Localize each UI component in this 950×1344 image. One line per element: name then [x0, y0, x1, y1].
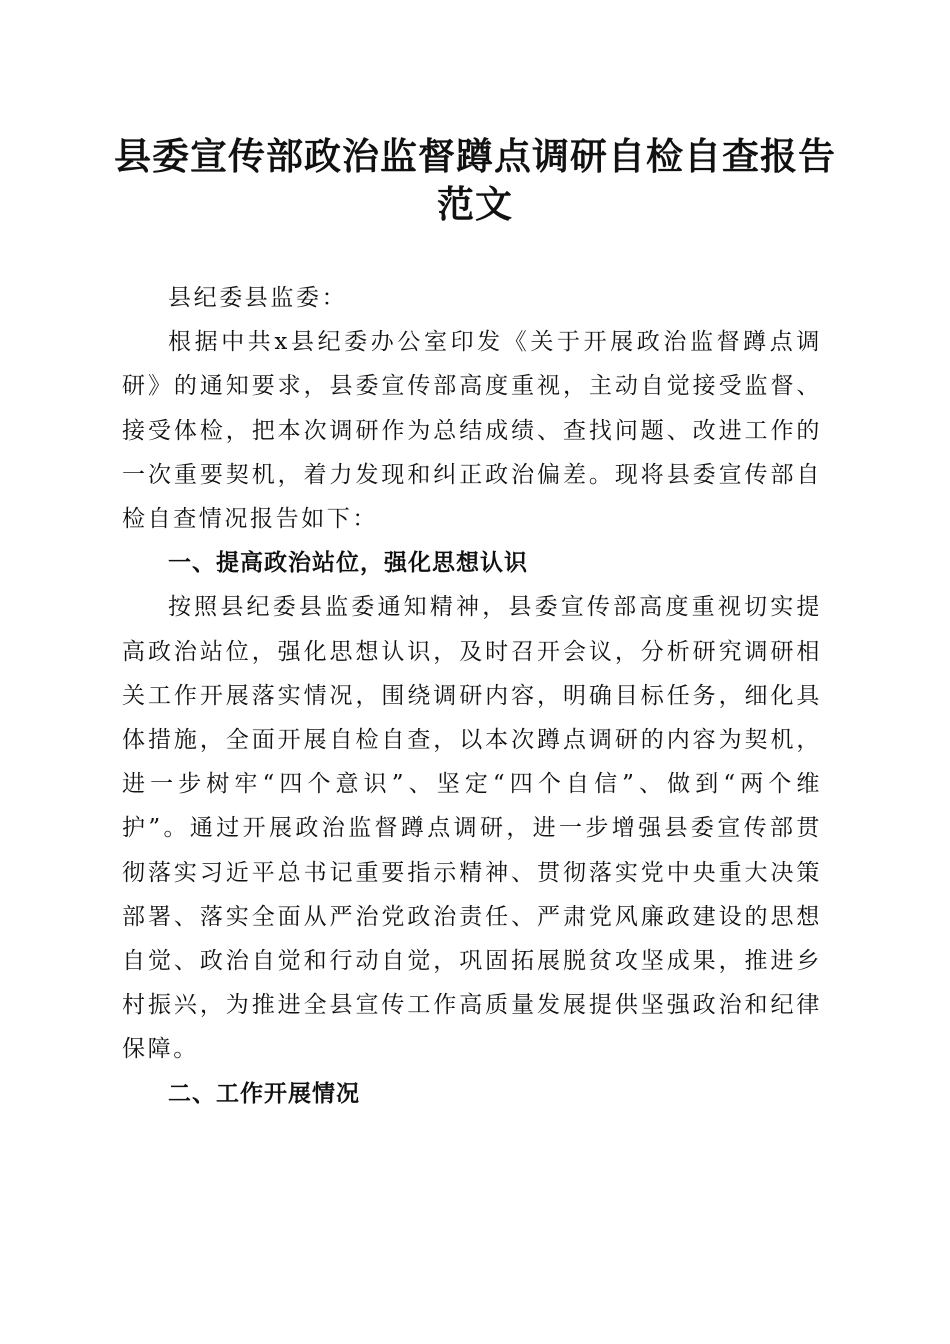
- section-heading-2: 二、工作开展情况: [168, 1080, 360, 1107]
- salutation: 县纪委县监委：: [168, 285, 348, 311]
- document-body: [122, 276, 822, 1116]
- intro-paragraph: 根据中共x县纪委办公室印发《关于开展政治监督蹲点调研》的通知要求，县委宣传部高度重视，主动自觉接受监督、接受体检，把本次调研作为总结成绩、查找问题、改进工作的一次重要契机，着力发现和纠正政治偏差。现将县委宣传部自检自查情况报告如下：: [122, 329, 822, 533]
- section-heading-1: 一、提高政治站位，强化思想认识: [168, 550, 528, 577]
- document-title: 县委宣传部政治监督蹲点调研自检自查报告范文: [114, 134, 836, 226]
- section-1-paragraph: 按照县纪委县监委通知精神，县委宣传部高度重视切实提高政治站位，强化思想认识，及时召开会议，分析研究调研相关工作开展落实情况，围绕调研内容，明确目标任务，细化具体措施，全面开展自检自查，以本次蹲点调研的内容为契机，进一步树牢“四个意识”、坚定“四个自信”、做到“两个维护”。通过开展政治监督蹲点调研，进一步增强县委宣传部贯彻落实习近平总书记重要指示精神、贯彻落实党中央重大决策部署、落实全面从严治党政治责任、严肃党风廉政建设的思想自觉、政治自觉和行动自觉，巩固拓展脱贫攻坚成果，推进乡村振兴，为推进全县宣传工作高质量发展提供坚强政治和纪律保障。: [122, 594, 822, 1063]
